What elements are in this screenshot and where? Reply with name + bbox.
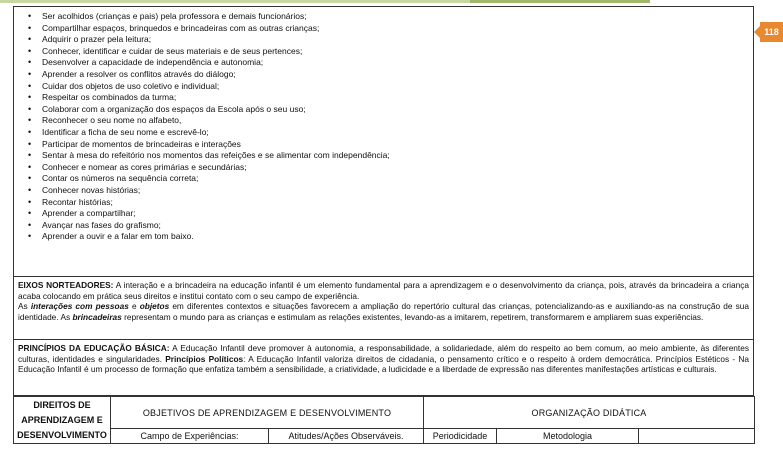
objective-item: • Identificar a ficha de seu nome e escrevê-lo;: [22, 127, 745, 139]
eixos-em-brincadeiras: brincadeiras: [72, 311, 122, 322]
atitudes-header: Atitudes/Ações Observáveis.: [269, 429, 424, 444]
objective-item: • Conhecer e nomear as cores primárias e secundárias;: [22, 162, 745, 174]
metodologia-header: Metodologia: [497, 429, 639, 444]
eixos-p2-start: As: [18, 301, 31, 312]
objective-item: • Ser acolhidos (crianças e pais) pela professora e demais funcionários;: [22, 11, 745, 23]
objective-item: • Adquirir o prazer pela leitura;: [22, 34, 745, 46]
objective-item: • Aprender a resolver os conflitos através do diálogo;: [22, 69, 745, 81]
objective-item: • Cuidar dos objetos de uso coletivo e individual;: [22, 81, 745, 93]
page-number-badge: 118: [760, 22, 783, 42]
objetivos-header: OBJETIVOS DE APRENDIZAGEM E DESENVOLVIMENTO: [111, 397, 424, 429]
objective-item: • Conhecer, identificar e cuidar de seus materiais e de seus pertences;: [22, 46, 745, 58]
objective-item: • Compartilhar espaços, brinquedos e brincadeiras com as outras crianças;: [22, 23, 745, 35]
objective-item: • Sentar à mesa do refeitório nos momentos das refeições e se alimentar com independência;: [22, 150, 745, 162]
eixos-p2-mid2: em diferentes contextos e situações favorecem a ampliação do repertório cultural das crianças, potencializando-as e auxiliando-as na construção de sua identidade. As: [18, 301, 749, 322]
eixos-em-objetos: objetos: [139, 301, 170, 312]
eixos-p2-end: representam o mundo para as crianças e estimulam as relações existentes, levando-as a imitarem, repetirem, transformarem e ampliarem suas experiências.: [121, 311, 704, 322]
eixos-section: [13, 277, 754, 340]
organizacao-header: ORGANIZAÇÃO DIDÁTICA: [424, 397, 755, 429]
objective-item: • Colaborar com a organização dos espaços da Escola após o seu uso;: [22, 104, 745, 116]
planning-table: [13, 396, 755, 444]
objective-item: • Respeitar os combinados da turma;: [22, 92, 745, 104]
document-page: [13, 6, 754, 444]
objective-item: • Contar os números na sequência correta;: [22, 173, 745, 185]
eixos-em-interacoes: interações com pessoas: [30, 301, 129, 312]
top-line-left: [0, 0, 470, 3]
eixos-paragraph-1: A interação e a brincadeira na educação infantil é um elemento fundamental para a aprendizagem e o desenvolvimento da criança, pois, através da brincadeira a criança acaba colocando em prática seus direitos e institui contato com o seu campo de experiência.: [18, 280, 749, 301]
periodicidade-header: Periodicidade: [424, 429, 497, 444]
principios-politicos-label: Princípios Políticos: [165, 353, 244, 364]
objectives-box: [13, 6, 754, 277]
empty-cell: [639, 429, 755, 444]
eixos-title: EIXOS NORTEADORES:: [18, 280, 114, 290]
objectives-list: [22, 11, 745, 243]
top-line-right: [470, 0, 650, 3]
direitos-header: DIREITOS DE APRENDIZAGEM E DESENVOLVIMENTO: [14, 397, 111, 444]
objective-item: • Conhecer novas histórias;: [22, 185, 745, 197]
campo-header: Campo de Experiências:: [111, 429, 269, 444]
top-decorative-line: [0, 0, 783, 4]
objective-item: • Recontar histórias;: [22, 197, 745, 209]
objective-item: • Avançar nas fases do grafismo;: [22, 220, 745, 232]
principios-section: [13, 340, 754, 396]
objective-item: • Reconhecer o seu nome no alfabeto,: [22, 115, 745, 127]
principios-title: PRINCÍPIOS DA EDUCAÇÃO BÁSICA:: [18, 343, 170, 353]
objective-item: • Aprender a ouvir e a falar em tom baixo.: [22, 231, 745, 243]
principios-text-2: : A Educação Infantil valoriza direitos de cidadania, o pensamento crítico e o respeito à ordem democrática. Princípios Estéticos - Na Educação Infantil é um processo de formação que enfatiza também a sensibilidade, a criatividade, a ludicidade e a liberdade de expressão nas diferentes manifestações artísticas e culturais.: [18, 353, 749, 375]
principios-text-1: A Educação Infantil deve promover à autonomia, a responsabilidade, a solidariedade, além do respeito ao bem comum, ao meio ambiente, às diferentes culturas, identidades e singularidades.: [18, 343, 749, 364]
eixos-p2-mid1: e: [128, 301, 140, 312]
objective-item: • Aprender a compartilhar;: [22, 208, 745, 220]
objective-item: • Desenvolver a capacidade de independência e autonomia;: [22, 57, 745, 69]
objective-item: • Participar de momentos de brincadeiras e interações: [22, 139, 745, 151]
